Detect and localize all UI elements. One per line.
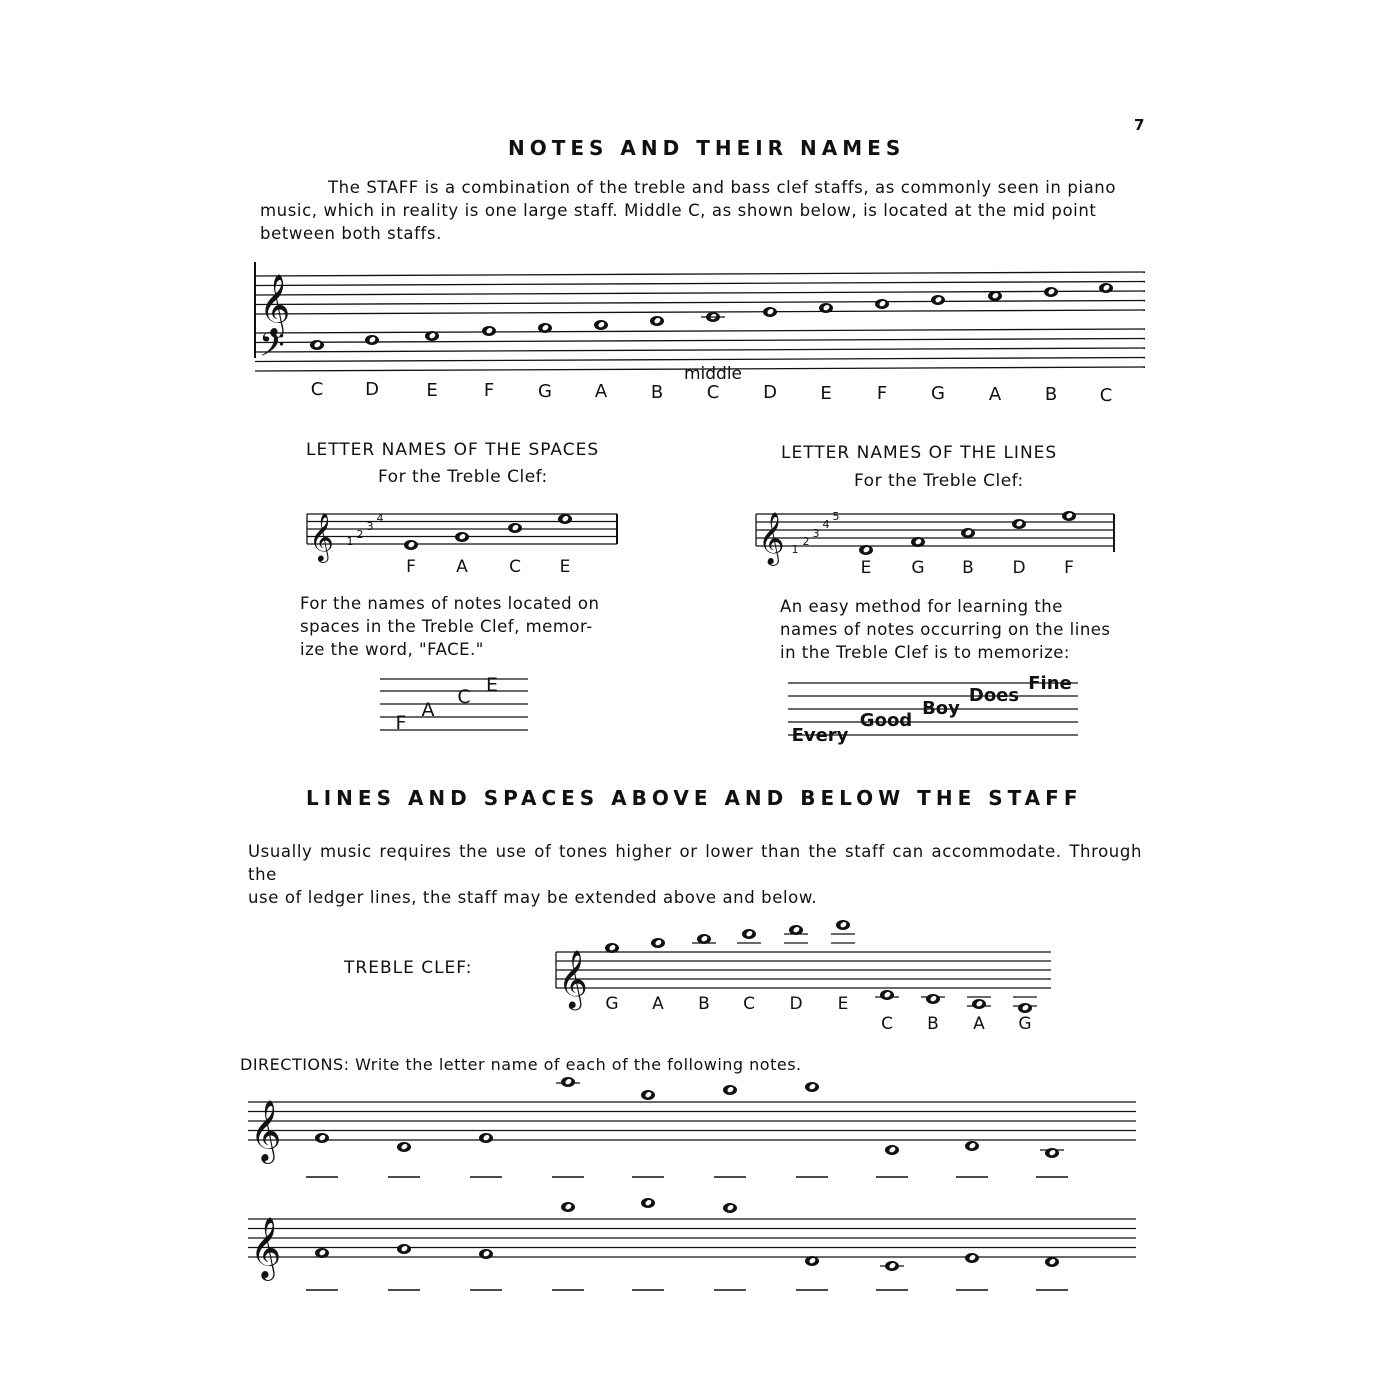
bass-staff-line: [255, 329, 1145, 333]
exercise-note: [315, 1133, 329, 1143]
grand-staff-note: [310, 340, 324, 350]
exercise-note: [965, 1141, 979, 1151]
treble-clef-icon: 𝄞: [558, 949, 588, 1009]
face-mnemonic-letter: A: [421, 699, 435, 721]
egbdf-mnemonic-word: Does: [968, 685, 1020, 706]
spaces-text-line-2: spaces in the Treble Clef, memor-: [300, 617, 593, 636]
exercise-note: [315, 1248, 329, 1258]
grand-staff-letter: C: [706, 382, 720, 403]
ledger-above-note: [697, 934, 711, 944]
ledger-above-letter: D: [789, 994, 803, 1014]
section-title-ledger: LINES AND SPACES ABOVE AND BELOW THE STAFF: [306, 786, 1083, 810]
ledger-above-note: [836, 920, 850, 930]
space-letter: C: [509, 557, 521, 577]
lines-subheading: For the Treble Clef:: [854, 471, 1024, 491]
face-mnemonic-letter: F: [395, 712, 407, 734]
space-letter: F: [406, 557, 416, 577]
line-note: [1062, 511, 1076, 521]
lines-text-line-3: in the Treble Clef is to memorize:: [780, 643, 1070, 662]
ledger-below-note: [1018, 1003, 1032, 1013]
egbdf-mnemonic-word: Every: [791, 725, 849, 746]
treble-staff-line: [255, 282, 1145, 286]
grand-staff-note: [538, 323, 552, 333]
ledger-line-1: Usually music requires the use of tones higher or lower than the staff can accommodate. Through the: [248, 842, 1142, 884]
line-letter: G: [911, 558, 925, 578]
bass-clef-icon: 𝄢: [259, 326, 285, 373]
spaces-heading: LETTER NAMES OF THE SPACES: [306, 440, 600, 460]
intro-line-3: between both staffs.: [260, 224, 442, 243]
ledger-above-letter: E: [837, 994, 849, 1014]
grand-staff-letter: F: [876, 383, 888, 404]
treble-clef-label: TREBLE CLEF:: [344, 958, 473, 978]
exercise-note: [479, 1249, 493, 1259]
lines-heading: LETTER NAMES OF THE LINES: [781, 443, 1058, 463]
line-note: [859, 545, 873, 555]
ledger-line-2: use of ledger lines, the staff may be extended above and below.: [248, 888, 818, 907]
ledger-below-note: [926, 994, 940, 1004]
ledger-above-letter: B: [698, 994, 710, 1014]
spaces-subheading: For the Treble Clef:: [378, 467, 548, 487]
spaces-text-line-3: ize the word, "FACE.": [300, 640, 484, 659]
ledger-below-note: [972, 999, 986, 1009]
exercise-note: [479, 1133, 493, 1143]
grand-staff-letter: D: [365, 379, 379, 400]
grand-staff-letter: C: [1099, 385, 1113, 406]
exercise-note: [641, 1090, 655, 1100]
ledger-above-note: [742, 929, 756, 939]
line-letter: B: [962, 558, 974, 578]
ledger-above-note: [651, 938, 665, 948]
grand-staff-letter: D: [763, 382, 777, 403]
treble-staff-line: [255, 310, 1145, 314]
lines-text-line-2: names of notes occurring on the lines: [780, 620, 1111, 639]
exercise-note: [885, 1145, 899, 1155]
grand-staff-note: [763, 307, 777, 317]
ledger-above-note: [789, 925, 803, 935]
treble-clef-icon: 𝄞: [758, 511, 785, 565]
grand-staff-letter: G: [931, 383, 945, 404]
ledger-above-letter: C: [743, 994, 755, 1014]
exercise-note: [561, 1202, 575, 1212]
ledger-above-note: [605, 943, 619, 953]
grand-staff-note: [425, 331, 439, 341]
grand-staff-note: [875, 299, 889, 309]
exercise-note: [805, 1082, 819, 1092]
treble-staff-line: [255, 301, 1145, 305]
grand-staff-note: [819, 303, 833, 313]
treble-staff-line: [255, 272, 1145, 276]
bass-staff-line: [255, 348, 1145, 352]
line-letter: F: [1064, 558, 1074, 578]
line-number: 5: [832, 510, 840, 523]
exercise-note: [1045, 1257, 1059, 1267]
grand-staff-letter: A: [594, 381, 608, 402]
intro-line-2: music, which in reality is one large staff. Middle C, as shown below, is located at the mid point: [260, 201, 1097, 220]
exercise-note: [885, 1261, 899, 1271]
face-mnemonic-letter: E: [485, 674, 499, 696]
grand-staff-note: [482, 326, 496, 336]
grand-staff-note: [650, 316, 664, 326]
grand-staff-letter: E: [820, 383, 832, 404]
space-number: 1: [346, 535, 354, 548]
space-letter: A: [456, 557, 468, 577]
line-letter: D: [1012, 558, 1026, 578]
exercise-note: [561, 1077, 575, 1087]
exercise-note: [965, 1253, 979, 1263]
treble-clef-icon: 𝄞: [309, 511, 334, 561]
line-number: 3: [812, 527, 820, 540]
grand-staff-letter: E: [426, 380, 438, 401]
exercise-note: [805, 1256, 819, 1266]
space-number: 3: [366, 520, 374, 533]
grand-staff-note: [931, 295, 945, 305]
grand-staff-note: [365, 335, 379, 345]
middle-label: middle: [683, 364, 743, 384]
grand-staff-note: [988, 291, 1002, 301]
face-mnemonic-letter: C: [457, 686, 471, 708]
grand-staff-letter: B: [650, 382, 664, 403]
grand-staff-note: [1044, 287, 1058, 297]
space-note: [404, 540, 418, 550]
treble-staff-line: [255, 291, 1145, 295]
bass-staff-line: [255, 339, 1145, 343]
exercise-note: [723, 1203, 737, 1213]
intro-line-1: The STAFF is a combination of the treble and bass clef staffs, as commonly seen in piano: [328, 178, 1117, 197]
space-letter: E: [559, 557, 571, 577]
treble-clef-icon: 𝄞: [259, 273, 291, 336]
lines-text-line-1: An easy method for learning the: [780, 597, 1063, 616]
line-note: [1012, 519, 1026, 529]
line-letter: E: [860, 558, 872, 578]
ledger-above-letter: G: [605, 994, 619, 1014]
ledger-above-letter: A: [652, 994, 664, 1014]
ledger-below-letter: G: [1018, 1014, 1032, 1034]
exercise-note: [397, 1142, 411, 1152]
space-number: 2: [356, 528, 364, 541]
space-number: 4: [376, 512, 384, 525]
egbdf-mnemonic-word: Fine: [1028, 673, 1072, 694]
grand-staff-note: [1099, 283, 1113, 293]
space-note: [558, 514, 572, 524]
ledger-below-letter: B: [927, 1014, 939, 1034]
bass-staff-line: [255, 358, 1145, 362]
directions-text: Write the letter name of each of the following notes.: [355, 1055, 802, 1074]
directions-label: DIRECTIONS:: [240, 1055, 350, 1074]
spaces-text-line-1: For the names of notes located on: [300, 594, 600, 613]
line-number: 4: [822, 518, 830, 531]
line-note: [961, 528, 975, 538]
grand-staff-note: [594, 320, 608, 330]
ledger-below-letter: A: [973, 1014, 985, 1034]
grand-staff-letter: F: [483, 380, 495, 401]
space-note: [508, 523, 522, 533]
grand-staff-letter: C: [310, 379, 324, 400]
egbdf-mnemonic-word: Good: [859, 710, 913, 731]
grand-staff-letter: G: [538, 381, 552, 402]
grand-staff-letter: A: [988, 384, 1002, 405]
ledger-below-note: [880, 990, 894, 1000]
line-note: [911, 537, 925, 547]
exercise-note: [641, 1198, 655, 1208]
egbdf-mnemonic-word: Boy: [922, 698, 960, 719]
ledger-below-letter: C: [881, 1014, 893, 1034]
space-note: [455, 532, 469, 542]
exercise-note: [1045, 1148, 1059, 1158]
section-title-notes: NOTES AND THEIR NAMES: [508, 136, 906, 160]
grand-staff-letter: B: [1044, 384, 1058, 405]
exercise-note: [397, 1244, 411, 1254]
treble-clef-icon: 𝄞: [250, 1099, 282, 1162]
line-number: 1: [791, 543, 799, 556]
exercise-note: [723, 1085, 737, 1095]
treble-clef-icon: 𝄞: [250, 1216, 282, 1279]
page-number: 7: [1134, 116, 1145, 134]
line-number: 2: [802, 535, 810, 548]
